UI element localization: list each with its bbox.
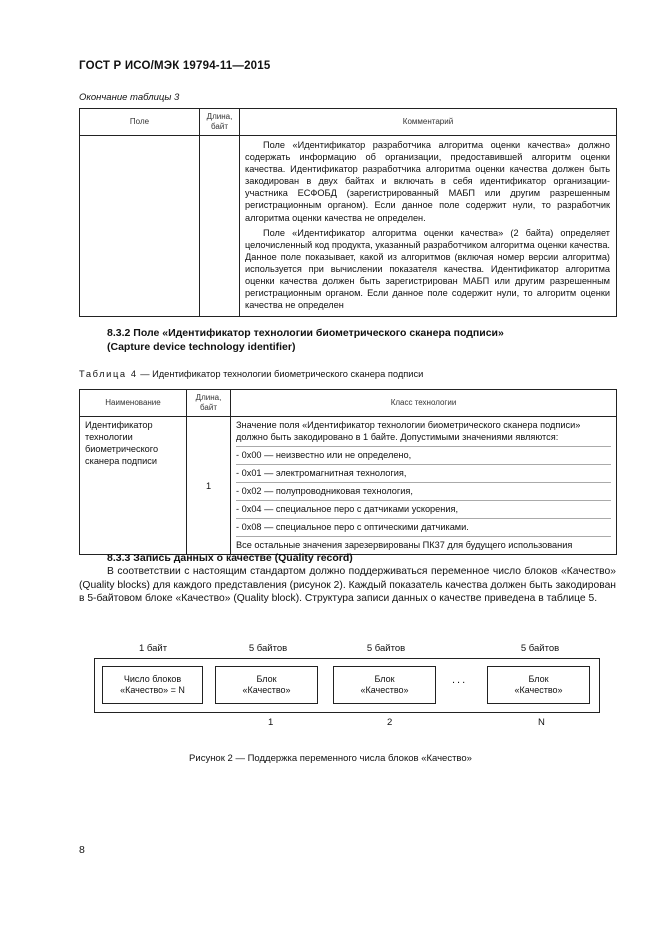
table4-value-item: - 0x00 — неизвестно или не определено, (236, 446, 611, 461)
block-index: 2 (387, 717, 393, 728)
section-8-3-2-heading (107, 326, 504, 354)
document-header: ГОСТ Р ИСО/МЭК 19794-11—2015 (79, 60, 271, 72)
table3-header-comment: Комментарий (240, 109, 617, 136)
quality-block-label-line1: Блок (256, 674, 277, 684)
table3-header-length: Длина, байт (200, 109, 240, 136)
block-index: N (538, 717, 545, 728)
quality-block-2 (333, 666, 436, 704)
quality-block-label-line1: Блок (374, 674, 395, 684)
table4-reserved-note: Все остальные значения зарезервированы ПК37 для будущего использования (236, 536, 611, 551)
ellipsis: ... (452, 674, 468, 686)
section-8-3-2-title: 8.3.2 Поле «Идентификатор технологии биометрического сканера подписи» (107, 327, 504, 339)
figure-byte-label: 5 байтов (520, 643, 560, 654)
table4-value-item: - 0x01 — электромагнитная технология, (236, 464, 611, 479)
block-count-box (102, 666, 203, 704)
figure-byte-label: 5 байтов (366, 643, 406, 654)
quality-block-label-line2: «Качество» (514, 685, 563, 695)
table4-caption-label: Таблица 4 (79, 369, 138, 379)
table4-cell-length: 1 (187, 417, 231, 555)
table3-continuation-caption: Окончание таблицы 3 (79, 92, 180, 103)
quality-block-1 (215, 666, 318, 704)
table4-value-item: - 0x08 — специальное перо с оптическими датчиками. (236, 518, 611, 533)
table4-header-class: Класс технологии (231, 390, 617, 417)
table3-cell-field (80, 136, 200, 317)
table4 (79, 389, 617, 555)
block-count-label-line1: Число блоков (123, 674, 182, 684)
quality-block-label-line1: Блок (528, 674, 549, 684)
table3-header-field: Поле (80, 109, 200, 136)
quality-block-label-line2: «Качество» (360, 685, 409, 695)
quality-block-n (487, 666, 590, 704)
page-number: 8 (79, 844, 85, 856)
block-index: 1 (268, 717, 274, 728)
table4-header-length: Длина, байт (187, 390, 231, 417)
table4-value-item: - 0x04 — специальное перо с датчиками ускорения, (236, 500, 611, 515)
section-8-3-2-subtitle: (Capture device technology identifier) (107, 341, 296, 353)
block-count-label-line2: «Качество» = N (120, 685, 185, 695)
section-8-3-3-body: В соответствии с настоящим стандартом должно поддерживаться переменное число блоков «Качество» (Quality blocks) для каждого представления (рисунок 2). Каждый показатель качества должен быть закодирован в 5-байтовом блоке «Качество» (Quality block). Структура записи данных о качестве приведена в таблице 5. (79, 566, 616, 604)
table3-cell-comment (240, 136, 617, 317)
table4-cell-name: Идентификатор технологии биометрического сканера подписи (80, 417, 187, 555)
table4-caption (79, 369, 423, 379)
table3-cell-length (200, 136, 240, 317)
figure-caption: Рисунок 2 — Поддержка переменного числа блоков «Качество» (189, 753, 472, 764)
table4-value-item: - 0x02 — полупроводниковая технология, (236, 482, 611, 497)
table4-cell-class (231, 417, 617, 555)
table3-comment-paragraph: Поле «Идентификатор алгоритма оценки качества» (2 байта) определяет целочисленный код продукта, указанный разработчиком алгоритма оценки качества. Данное поле показывает, какой из алгоритмов (включая номер версии алгоритма) используется при вычислении показателя качества. Идентификатор алгоритма оценки качества должен быть зарегистрирован МАБП или другим разрешенным регистрационным органом. Если данное поле содержит нули, то алгоритм оценки качества не определен (245, 227, 610, 311)
figure-byte-label: 5 байтов (248, 643, 288, 654)
figure-byte-label: 1 байт (138, 643, 168, 654)
section-8-3-3-title: 8.3.3 Запись данных о качестве (Quality record) (107, 552, 353, 564)
table4-header-name: Наименование (80, 390, 187, 417)
table3 (79, 108, 617, 317)
table4-caption-text: — Идентификатор технологии биометрического сканера подписи (137, 369, 424, 379)
quality-block-label-line2: «Качество» (242, 685, 291, 695)
table4-class-intro: Значение поля «Идентификатор технологии биометрического сканера подписи» должно быть закодировано в 1 байте. Допустимыми значениями являются: (236, 420, 581, 442)
table3-comment-paragraph: Поле «Идентификатор разработчика алгоритма оценки качества» должно содержать информацию об организации, предоставившей алгоритм оценки качества. Идентификатор разработчика алгоритма оценки качества должен быть закодирован в двух байтах и включать в себя идентификатор организации-участника ЕСФОБД (зарегистрированный МАБП или другим разрешенным регистрационным органом). Если данное поле содержит нули, то разработчик алгоритма оценки качества не определен. (245, 140, 610, 223)
